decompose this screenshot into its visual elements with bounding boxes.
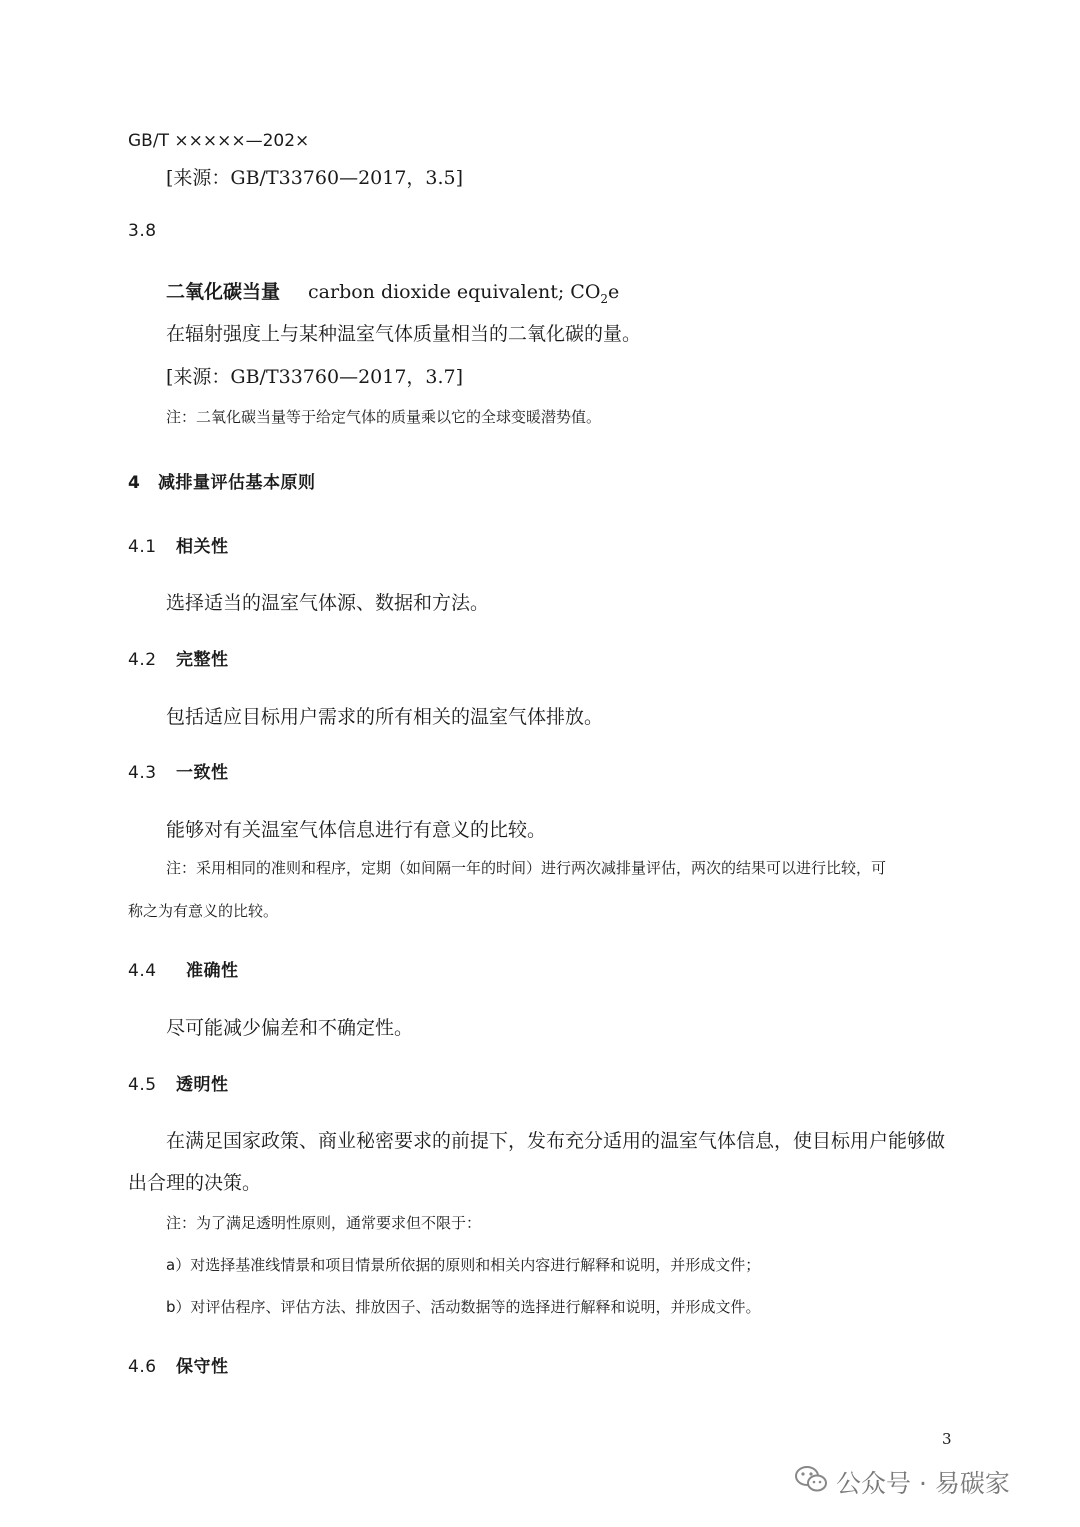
- term-source: [来源：GB/T33760—2017，3.7]: [166, 366, 464, 388]
- term-definition: 在辐射强度上与某种温室气体质量相当的二氧化碳的量。: [166, 323, 642, 345]
- subsection-note-4-3-cont: 称之为有意义的比较。: [128, 902, 279, 920]
- page-number: 3: [942, 1430, 952, 1448]
- subsection-heading-4-6: 4.6 保守性: [128, 1357, 229, 1377]
- document-code: GB/T ×××××—202×: [128, 131, 310, 151]
- source-reference: [来源：GB/T33760—2017，3.5]: [166, 167, 464, 189]
- subsection-heading-4-5: 4.5 透明性: [128, 1075, 229, 1095]
- wechat-watermark: [794, 1464, 1010, 1500]
- list-item-b: b）对评估程序、评估方法、排放因子、活动数据等的选择进行解释和说明，并形成文件。: [166, 1298, 761, 1316]
- list-item-a: a）对选择基准线情景和项目情景所依据的原则和相关内容进行解释和说明，并形成文件；: [166, 1256, 761, 1274]
- term-english: carbon dioxide equivalent; $CO_2e$: [308, 281, 620, 306]
- clause-number-3-8: 3.8: [128, 221, 157, 241]
- term-chinese: 二氧化碳当量: [166, 281, 281, 303]
- wechat-icon: [794, 1464, 828, 1500]
- subsection-heading-4-4: 4.4 准确性: [128, 961, 239, 981]
- subsection-heading-4-1: 4.1 相关性: [128, 537, 229, 557]
- subsection-text-4-2: 包括适应目标用户需求的所有相关的温室气体排放。: [166, 706, 604, 728]
- subsection-heading-4-3: 4.3 一致性: [128, 763, 229, 783]
- subsection-note-4-3: 注：采用相同的准则和程序，定期（如间隔一年的时间）进行两次减排量评估，两次的结果可以进行比较，可: [166, 859, 887, 877]
- subsection-text-4-5: 在满足国家政策、商业秘密要求的前提下，发布充分适用的温室气体信息，使目标用户能够做: [166, 1130, 946, 1152]
- subsection-heading-4-2: 4.2 完整性: [128, 650, 229, 670]
- section-heading: 4 减排量评估基本原则: [128, 473, 316, 493]
- term-entry: [166, 277, 619, 306]
- subsection-note-4-5: 注：为了满足透明性原则，通常要求但不限于：: [166, 1214, 482, 1232]
- term-note: 注：二氧化碳当量等于给定气体的质量乘以它的全球变暖潜势值。: [166, 408, 602, 426]
- subsection-text-4-5-cont: 出合理的决策。: [128, 1172, 262, 1194]
- watermark-text: 公众号 · 易碳家: [836, 1469, 1010, 1498]
- subsection-text-4-3: 能够对有关温室气体信息进行有意义的比较。: [166, 819, 547, 841]
- subsection-text-4-1: 选择适当的温室气体源、数据和方法。: [166, 592, 490, 614]
- subsection-text-4-4: 尽可能减少偏差和不确定性。: [166, 1017, 414, 1039]
